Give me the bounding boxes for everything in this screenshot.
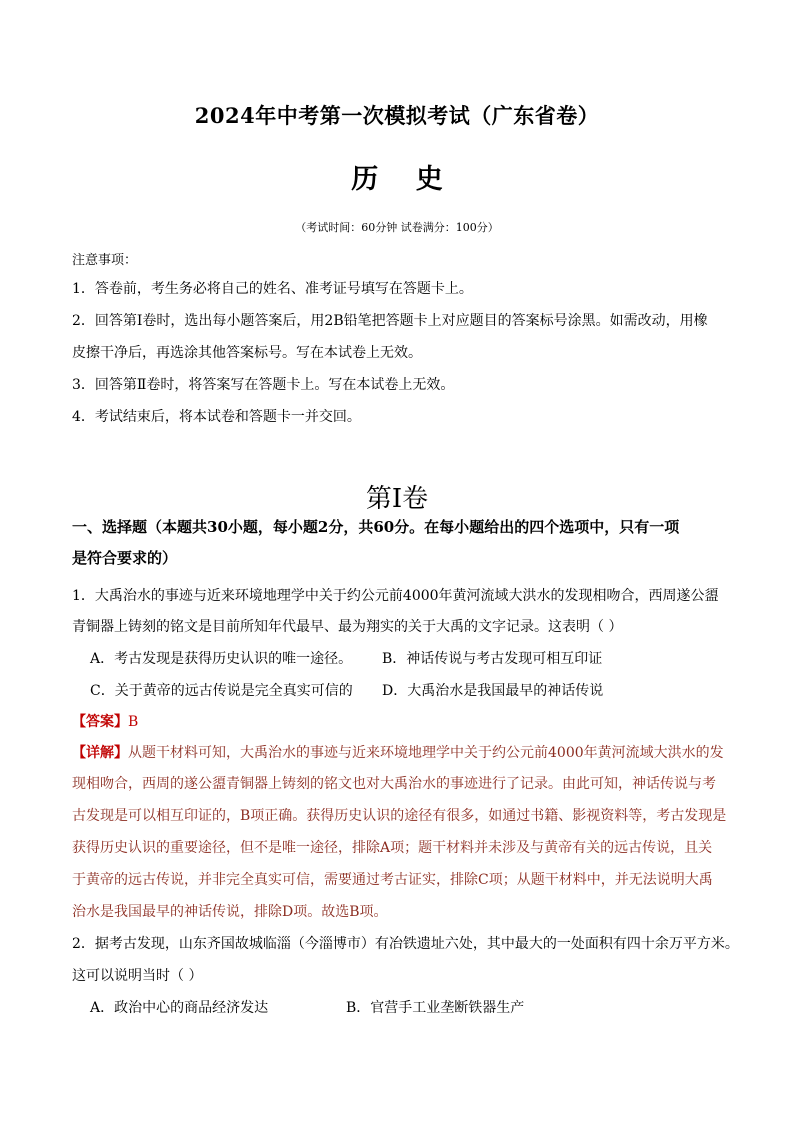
notice-item-4: 4．考试结束后，将本试卷和答题卡一并交回。: [72, 409, 361, 425]
answer-value: B: [128, 714, 139, 730]
notice-item-2-line-2: 皮擦干净后，再选涂其他答案标号。写在本试卷上无效。: [72, 345, 422, 361]
section-heading-line-1: 一、选择题（本题共30小题，每小题2分，共60分。在每小题给出的四个选项中，只有一项: [72, 518, 680, 536]
subject-char-1: 历: [351, 164, 379, 195]
q1-explain-line-4: 获得历史认识的重要途径，但不是唯一途径，排除A项；题干材料并未涉及与黄帝有关的远古传说，且关: [72, 840, 713, 856]
notice-heading: 注意事项：: [72, 253, 138, 268]
q2-option-b: B．官营手工业垄断铁器生产: [346, 1000, 525, 1016]
q2-stem-line-1: 2．据考古发现，山东齐国故城临淄（今淄博市）有冶铁遗址六处，其中最大的一处面积有四十余万平方米。: [72, 936, 739, 952]
part-title: 第Ⅰ卷: [365, 484, 429, 514]
q1-stem-line-1: 1．大禹治水的事迹与近来环境地理学中关于约公元前4000年黄河流域大洪水的发现相吻合，西周遂公盨: [72, 588, 719, 604]
section-heading-line-2: 是符合要求的）: [72, 549, 178, 567]
explain-tag: 【详解】: [72, 745, 128, 761]
explain-text-1: 从题干材料可知，大禹治水的事迹与近来环境地理学中关于约公元前4000年黄河流域大洪水的发: [128, 745, 724, 761]
q1-explain-line-2: 现相吻合，西周的遂公盨青铜器上铸刻的铭文也对大禹治水的事迹进行了记录。由此可知，神话传说与考: [72, 776, 716, 792]
q1-answer: [72, 711, 138, 731]
q1-option-a: A．考古发现是获得历史认识的唯一途径。: [90, 651, 353, 667]
q1-option-c: C．关于黄帝的远古传说是完全真实可信的: [90, 683, 353, 699]
notice-item-1: 1．答卷前，考生务必将自己的姓名、准考证号填写在答题卡上。: [72, 281, 473, 297]
q2-option-a: A．政治中心的商品经济发达: [90, 1000, 269, 1016]
subject-title: [0, 157, 794, 196]
notice-item-2-line-1: 2．回答第Ⅰ卷时，选出每小题答案后，用2B铅笔把答题卡上对应题目的答案标号涂黑。如需改动，用橡: [72, 313, 708, 329]
q1-explain-line-1: [72, 742, 724, 762]
q1-option-d: D．大禹治水是我国最早的神话传说: [382, 683, 604, 699]
notice-item-3: 3．回答第Ⅱ卷时，将答案写在答题卡上。写在本试卷上无效。: [72, 377, 455, 393]
answer-tag: 【答案】: [72, 714, 128, 730]
subject-char-2: 史: [415, 164, 443, 195]
exam-title: 2024年中考第一次模拟考试（广东省卷）: [194, 103, 600, 128]
q1-option-b: B．神话传说与考古发现可相互印证: [382, 651, 603, 667]
q1-explain-line-3: 古发现是可以相互印证的，B项正确。获得历史认识的途径有很多，如通过书籍、影视资料等，考古发现是: [72, 808, 727, 824]
q1-explain-line-6: 治水是我国最早的神话传说，排除D项。故选B项。: [72, 904, 388, 920]
time-info: （考试时间：60分钟 试卷满分：100分）: [295, 221, 499, 234]
q1-stem-line-2: 青铜器上铸刻的铭文是目前所知年代最早、最为翔实的关于大禹的文字记录。这表明（ ）: [72, 619, 623, 635]
q2-stem-line-2: 这可以说明当时（ ）: [72, 968, 203, 984]
q1-explain-line-5: 于黄帝的远古传说，并非完全真实可信，需要通过考古证实，排除C项；从题干材料中，并无法说明大禹: [72, 872, 713, 888]
